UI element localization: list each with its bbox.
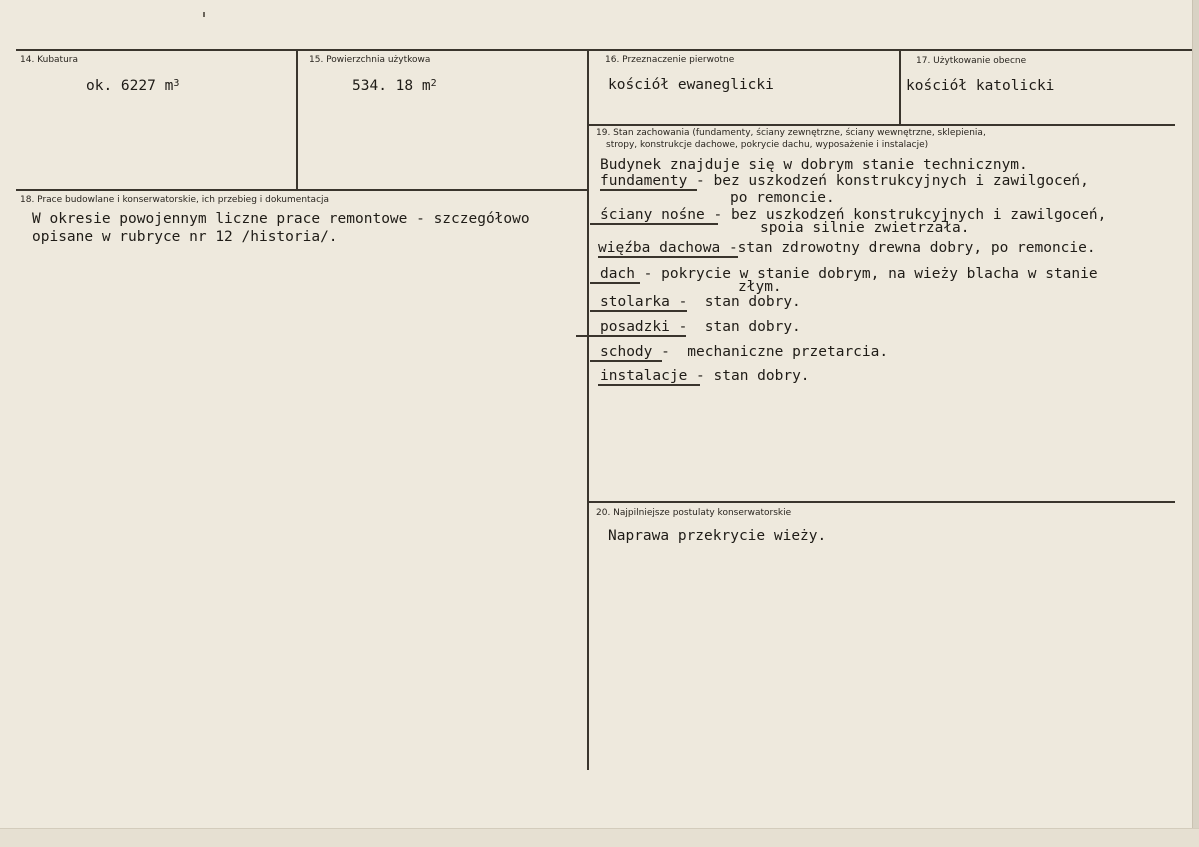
- condition-item-walls-cont: spoia silnie zwietrzała.: [760, 220, 970, 236]
- condition-item-floors: [600, 318, 801, 336]
- condition-item-roof-cont: złym.: [738, 279, 782, 295]
- condition-term: schody: [600, 344, 653, 360]
- condition-text: - bez uszkodzeń konstrukcyjnych i zawilgoceń,: [687, 173, 1089, 189]
- field-18-line-2: opisane w rubryce nr 12 /historia/.: [32, 229, 338, 245]
- field-18-label: 18. Prace budowlane i konserwatorskie, ich przebieg i dokumentacja: [20, 195, 330, 205]
- field-17-value: kościół katolicki: [906, 78, 1055, 94]
- field-17-label: 17. Użytkowanie obecne: [916, 56, 1027, 66]
- underline-roof: [590, 282, 640, 284]
- condition-text: -stan zdrowotny drewna dobry, po remoncie.: [720, 240, 1096, 256]
- underline-walls: [590, 223, 718, 225]
- condition-item-foundations-cont: po remoncie.: [730, 190, 835, 206]
- paper-edge-right: [1192, 0, 1199, 847]
- underline-installations: [598, 384, 700, 386]
- condition-term: instalacje: [600, 368, 688, 384]
- field-20-value: Naprawa przekrycie wieży.: [608, 528, 827, 544]
- field-20-label: 20. Najpilniejsze postulaty konserwatorskie: [596, 508, 792, 518]
- area-value: 534. 18 m: [352, 78, 431, 94]
- condition-term: posadzki: [600, 319, 670, 335]
- condition-text: - pokrycie w stanie dobrym, na wieży blacha w stanie: [634, 266, 1098, 282]
- cubature-value: ok. 6227 m: [86, 78, 174, 94]
- field-14-value: [86, 77, 179, 97]
- divider-left-right: [587, 49, 589, 770]
- rule-below-16-17: [589, 124, 1175, 126]
- field-16-value: kościół ewaneglicki: [608, 77, 774, 93]
- condition-item-stairs: [600, 343, 888, 361]
- condition-term: ściany nośne: [600, 207, 705, 223]
- field-15-value: [352, 77, 437, 97]
- paper-edge-bottom: [0, 828, 1199, 847]
- condition-item-joinery: [600, 293, 801, 311]
- underline-floors: [576, 335, 686, 337]
- condition-text: - stan dobry.: [687, 368, 810, 384]
- underline-joinery: [590, 310, 687, 312]
- condition-item-installations: [600, 367, 810, 385]
- condition-text: - mechaniczne przetarcia.: [652, 344, 889, 360]
- condition-item-foundations: [600, 172, 1089, 190]
- divider-14-15: [296, 49, 298, 189]
- field-19-label-line-2: stropy, konstrukcje dachowe, pokrycie dachu, wyposażenie i instalacje): [606, 140, 929, 150]
- condition-text: - stan dobry.: [669, 294, 801, 310]
- rule-above-20: [589, 501, 1175, 503]
- underline-foundations: [600, 189, 697, 191]
- field-14-label: 14. Kubatura: [20, 55, 79, 65]
- field-19-label-line-1: 19. Stan zachowania (fundamenty, ściany zewnętrzne, ściany wewnętrzne, sklepienia,: [596, 128, 986, 138]
- underline-roof-truss: [598, 256, 738, 258]
- condition-term: stolarka: [600, 294, 670, 310]
- area-unit-exponent: 2: [430, 78, 437, 89]
- condition-term: fundamenty: [600, 173, 688, 189]
- field-18-line-1: W okresie powojennym liczne prace remontowe - szczegółowo: [32, 211, 530, 227]
- top-rule: [16, 49, 1197, 51]
- condition-term: dach: [600, 266, 635, 282]
- condition-term: więźba dachowa: [598, 240, 721, 256]
- paper-mark: [203, 12, 205, 17]
- condition-intro: Budynek znajduje się w dobrym stanie technicznym.: [600, 157, 1028, 173]
- condition-text: - bez uszkodzeń konstrukcyjnych i zawilgoceń,: [704, 207, 1107, 223]
- rule-above-18: [16, 189, 588, 191]
- field-16-label: 16. Przeznaczenie pierwotne: [605, 55, 735, 65]
- condition-text: - stan dobry.: [669, 319, 801, 335]
- condition-item-roof: [600, 265, 1098, 283]
- condition-item-roof-truss: [598, 239, 1096, 257]
- underline-stairs: [590, 360, 662, 362]
- divider-16-17: [899, 49, 901, 125]
- field-15-label: 15. Powierzchnia użytkowa: [309, 55, 431, 65]
- cubature-unit-exponent: 3: [173, 78, 180, 89]
